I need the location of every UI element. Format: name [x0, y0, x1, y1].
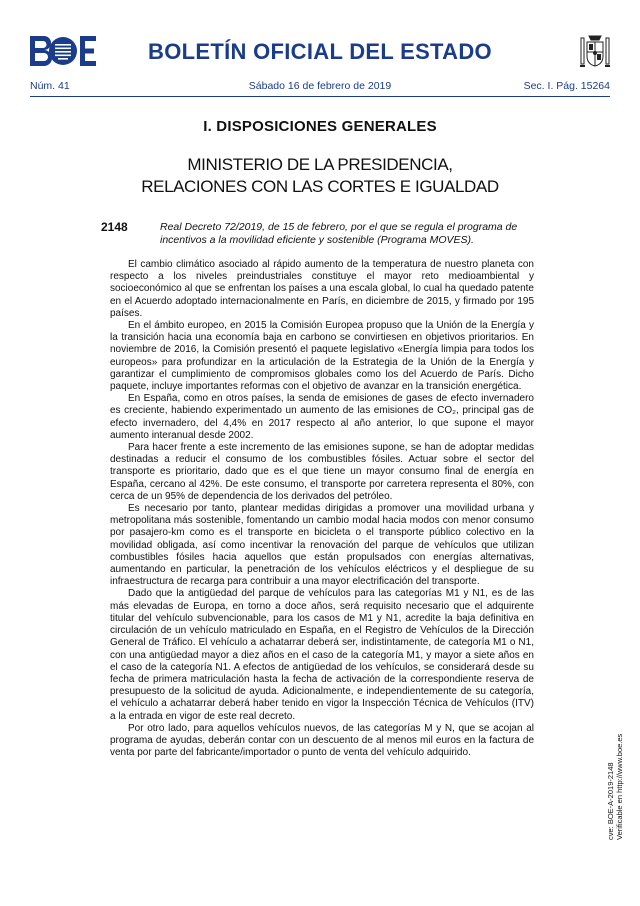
paragraph: Dado que la antigüedad del parque de vehículos para las categorías M1 y N1, es de las más elevadas de Europa, en torno a doce años, será requisito necesario que el adquirente titular del vehículo subvencionable, para los casos de M1 y N1, acredite la baja definitiva en circulación de un vehículo matriculado en España, en el Registro de Vehículos de la Dirección General de Tráfico. El vehículo a achatarrar deberá ser, indistintamente, de categoría M1 o N1, con una antigüedad mayor a diez años en el caso de la categoría M1, y mayor a siete años en el caso de la categoría N1. A efectos de antigüedad de los vehículos, se considerará desde su fecha de primera matriculación hasta la fecha de activación de la correspondiente reserva de presupuesto de la solicitud de ayuda. Adicionalmente, e independientemente de su categoría, el vehículo a achatarrar deberá haber tenido en vigor la Inspección Técnica de Vehículos (ITV) a la entrada en vigor de este real decreto.	[110, 588, 534, 722]
issue-number: Núm. 41	[30, 80, 70, 92]
cve-code: cve: BOE-A-2019-2148	[606, 762, 615, 840]
paragraph: Es necesario por tanto, plantear medidas dirigidas a promover una movilidad urbana y metropolitana más sostenible, fomentando un cambio modal hacia modos con menor consumo por pasajero-km como es el transporte en bicicleta o el transporte público colectivo en la movilidad obligada, así como incentivar la renovación del parque de vehículos que utilizan combustibles fósiles hacia aquellos que están propulsados con energías alternativas, aumentando en particular, la penetración de los vehículos eléctricos y el despliegue de su infraestructura de recarga para contribuir a una mayor electrificación del transporte.	[110, 503, 534, 588]
paragraph: En España, como en otros países, la senda de emisiones de gases de efecto invernadero es creciente, habiendo experimentado un aumento de las emisiones de CO₂, principal gas de efecto invernadero, del 4,4% en 2017 respecto al año anterior, lo que supone el mayor aumento interanual desde 2002.	[110, 393, 534, 441]
paragraph: En el ámbito europeo, en 2015 la Comisión Europea propuso que la Unión de la Energía y la transición hacia una economía baja en carbono se convirtiesen en objetivos prioritarios. En noviembre de 2016, la Comisión presentó el paquete legislativo «Energía limpia para todos los europeos» para profundizar en la articulación de la Estrategia de la Unión de la Energía y garantizar el cumplimiento de compromisos globales como los del Acuerdo de París. Dicho paquete, incluye importantes reformas con el objetivo de avanzar en la transición energética.	[110, 320, 534, 393]
header-meta	[30, 80, 610, 94]
coat-of-arms-icon	[578, 32, 612, 70]
ministry-line-2: RELACIONES CON LAS CORTES E IGUALDAD	[141, 177, 499, 196]
gazette-title: BOLETÍN OFICIAL DEL ESTADO	[148, 39, 492, 64]
paragraph: Por otro lado, para aquellos vehículos nuevos, de las categorías M y N, que se acojan al programa de ayudas, deberán contar con un descuento de al menos mil euros en la factura de venta por parte del fabricante/importador o punto de venta del vehículo adquirido.	[110, 722, 534, 759]
verification-note	[606, 640, 624, 840]
paragraph: El cambio climático asociado al rápido aumento de la temperatura de nuestro planeta con respecto a los niveles preindustriales constituye el mayor reto medioambiental y socioeconómico al que se enfrentan los países a una escala global, lo cual ha quedado patente en el Acuerdo adoptado internacionalmente en París, en diciembre de 2015, y firmado por 195 países.	[110, 259, 534, 319]
decree-body	[110, 259, 534, 759]
decree-title: Real Decreto 72/2019, de 15 de febrero, por el que se regula el programa de incentivos a la movilidad eficiente y sostenible (Programa MOVES).	[160, 221, 518, 246]
section-page: Sec. I. Pág. 15264	[523, 80, 610, 92]
issue-date: Sábado 16 de febrero de 2019	[248, 80, 392, 92]
ministry-heading	[0, 154, 640, 198]
section-title: I. DISPOSICIONES GENERALES	[203, 118, 437, 135]
verification-url[interactable]: Verificable en http://www.boe.es	[615, 733, 624, 840]
decree-number: 2148	[101, 220, 128, 234]
ministry-line-1: MINISTERIO DE LA PRESIDENCIA,	[187, 155, 453, 174]
paragraph: Para hacer frente a este incremento de las emisiones supone, se han de adoptar medidas destinadas a reducir el consumo de los combustibles fósiles. Actuar sobre el sector del transporte es prioritario, dado que es el que tiene un mayor consumo final de energía en España, cercano al 42%. De este consumo, el transporte por carretera representa el 80%, con cerca de un 95% de dependencia de los derivados del petróleo.	[110, 442, 534, 502]
header-rule	[30, 96, 610, 97]
